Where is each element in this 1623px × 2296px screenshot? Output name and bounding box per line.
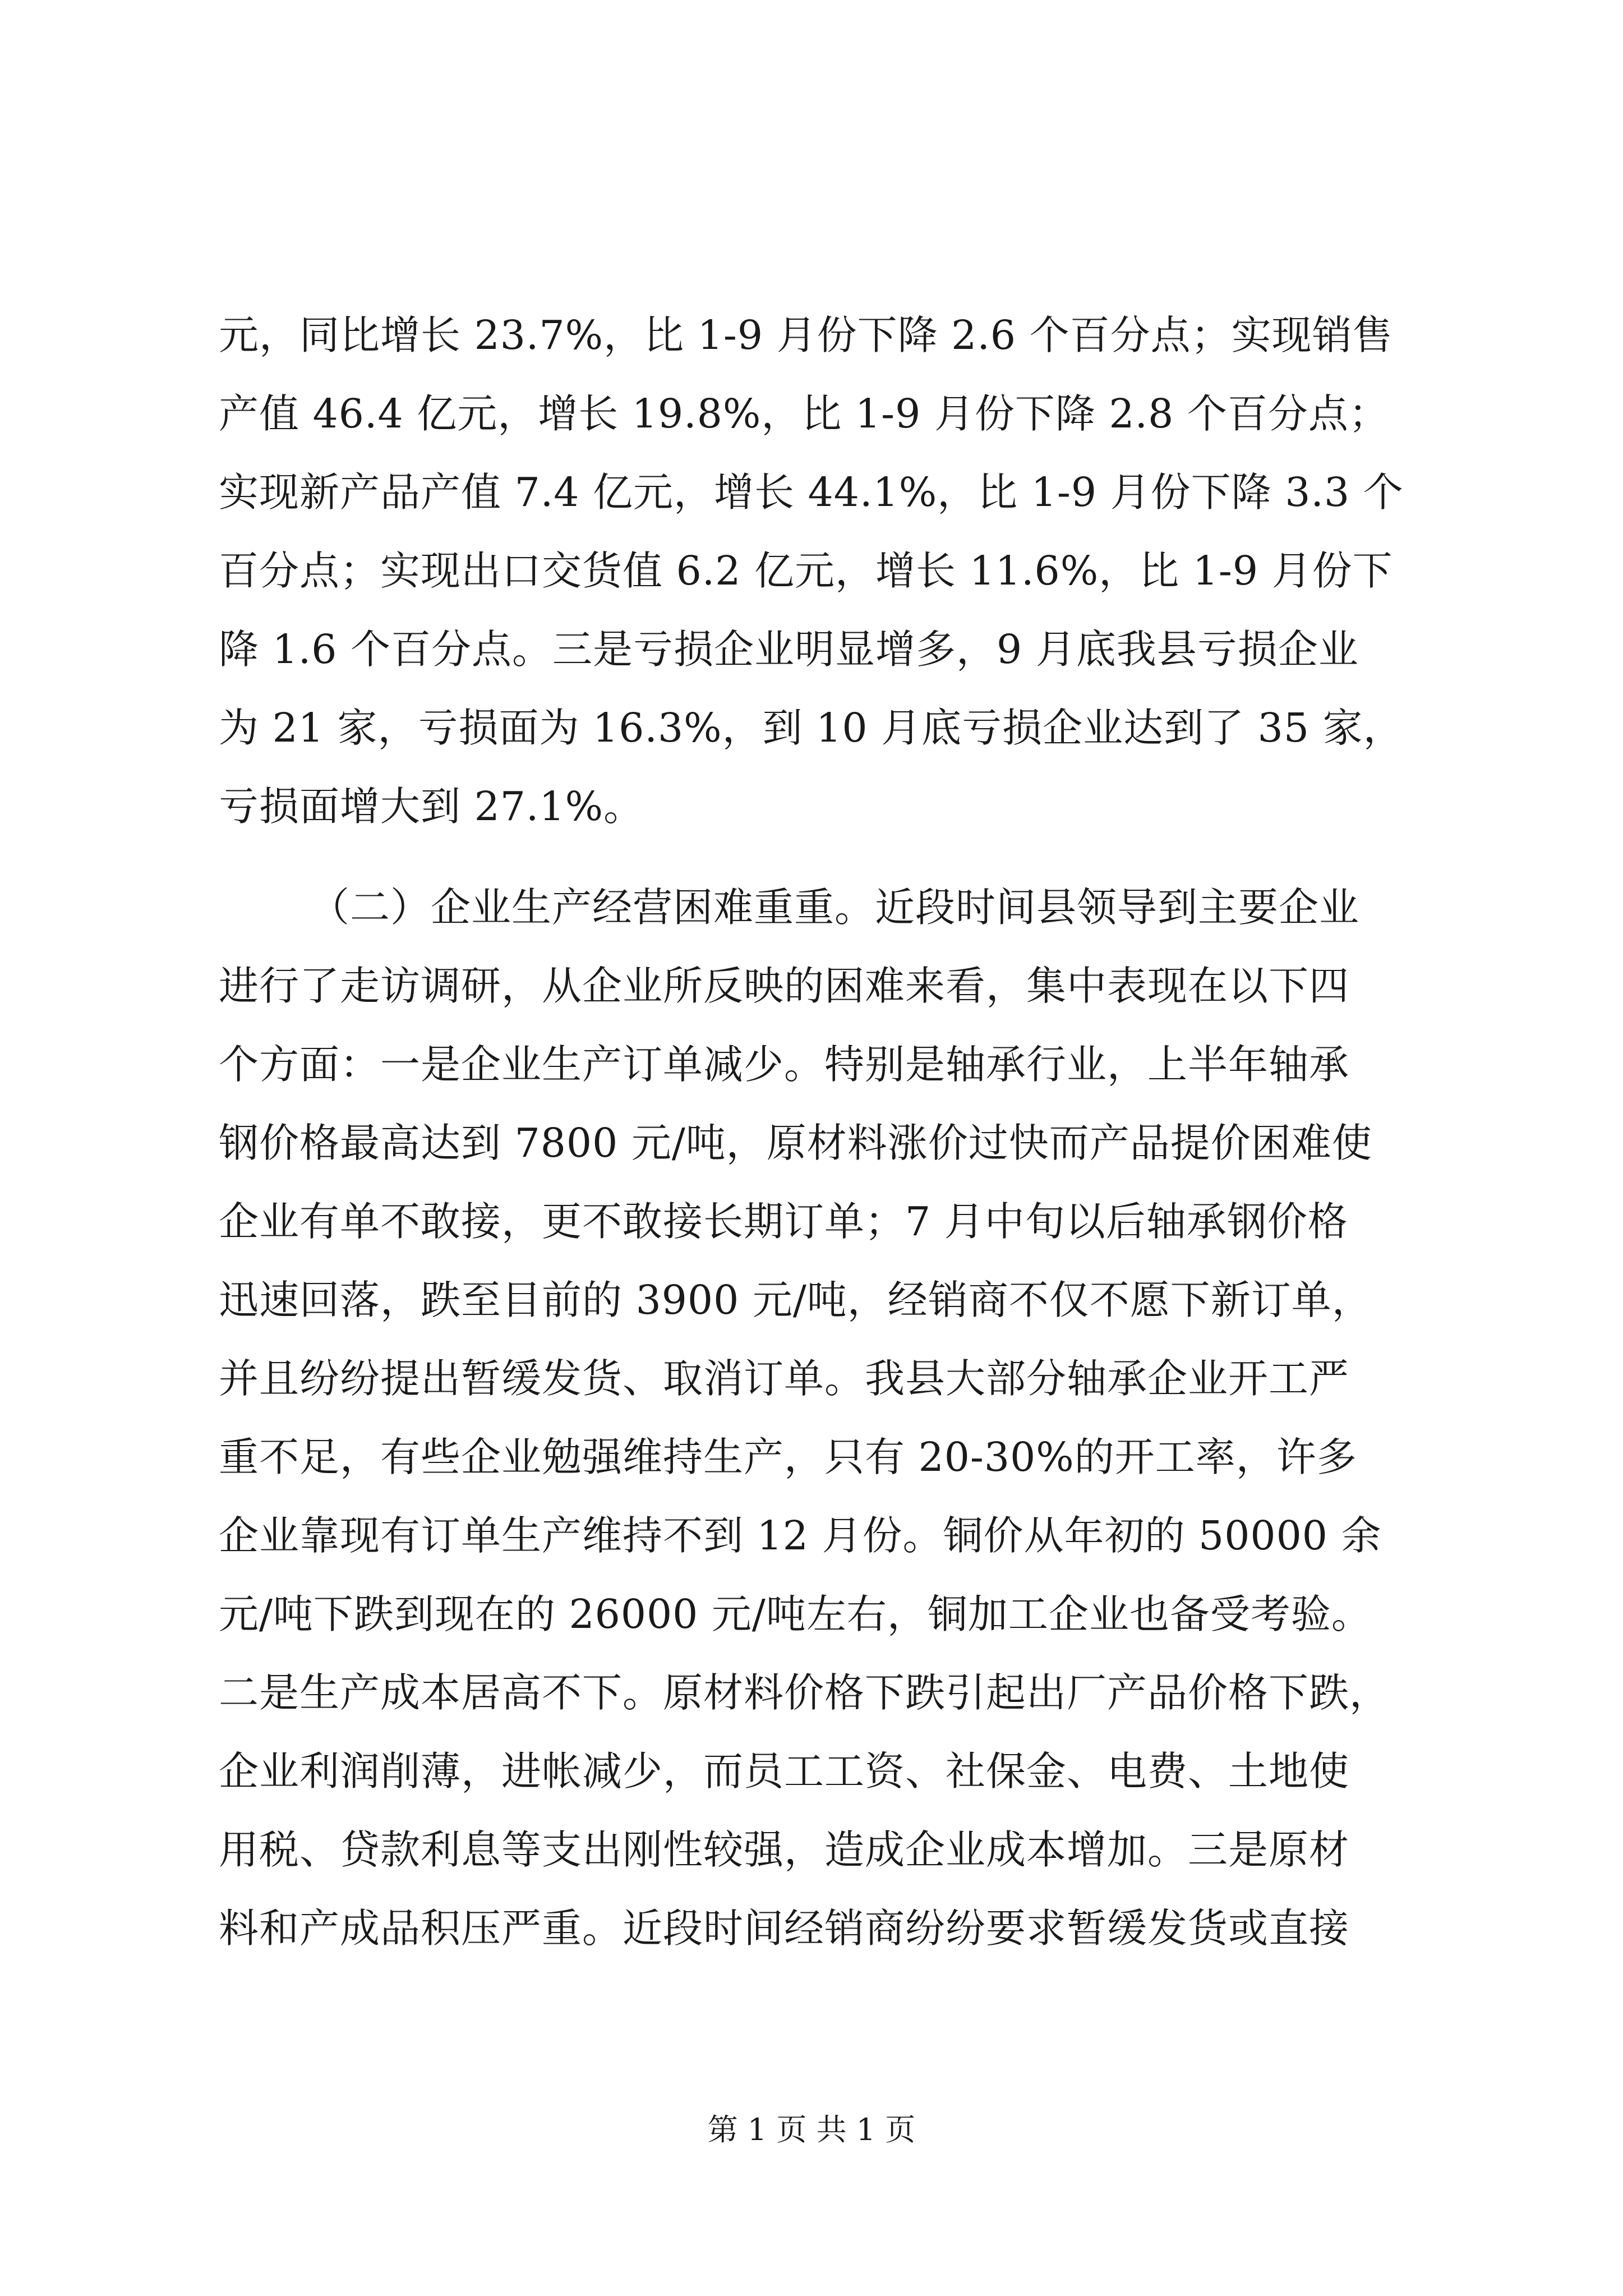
text-line-11: 钢价格最高达到 7800 元/吨，原材料涨价过快而产品提价困难使 (219, 1120, 1372, 1166)
text-line-16: 企业靠现有订单生产维持不到 12 月份。铜价从年初的 50000 余 (219, 1512, 1382, 1559)
text-line-3: 实现新产品产值 7.4 亿元，增长 44.1%，比 1-9 月份下降 3.3 个 (219, 469, 1404, 516)
text-line-19: 企业利润削薄，进帐减少，而员工工资、社保金、电费、土地使 (219, 1748, 1350, 1795)
page-footer: 第 1 页 共 1 页 (707, 2112, 916, 2147)
text-line-2: 产值 46.4 亿元，增长 19.8%，比 1-9 月份下降 2.8 个百分点； (219, 390, 1389, 437)
text-line-10: 个方面：一是企业生产订单减少。特别是轴承行业，上半年轴承 (219, 1041, 1350, 1088)
text-line-17: 元/吨下跌到现在的 26000 元/吨左右，铜加工企业也备受考验。 (219, 1591, 1372, 1637)
text-line-1: 元，同比增长 23.7%，比 1-9 月份下降 2.6 个百分点；实现销售 (219, 312, 1393, 358)
text-line-20: 用税、贷款利息等支出刚性较强，造成企业成本增加。三是原材 (219, 1826, 1350, 1873)
text-line-6: 为 21 家，亏损面为 16.3%，到 10 月底亏损企业达到了 35 家， (219, 705, 1404, 751)
text-line-5: 降 1.6 个百分点。三是亏损企业明显增多，9 月底我县亏损企业 (219, 626, 1359, 673)
paragraph-heading-line: （二）企业生产经营困难重重。近段时间县领导到主要企业 (310, 884, 1360, 931)
text-line-21: 料和产成品积压严重。近段时间经销商纷纷要求暂缓发货或直接 (219, 1905, 1350, 1952)
text-line-14: 并且纷纷提出暂缓发货、取消订单。我县大部分轴承企业开工严 (219, 1355, 1350, 1402)
text-line-18: 二是生产成本居高不下。原材料价格下跌引起出厂产品价格下跌， (219, 1669, 1390, 1716)
text-line-9: 进行了走访调研，从企业所反映的困难来看，集中表现在以下四 (219, 963, 1350, 1009)
text-line-15: 重不足，有些企业勉强维持生产，只有 20-30%的开工率，许多 (219, 1434, 1357, 1480)
text-line-4: 百分点；实现出口交货值 6.2 亿元，增长 11.6%，比 1-9 月份下 (219, 547, 1393, 594)
text-line-7: 亏损面增大到 27.1%。 (219, 783, 644, 830)
text-line-13: 迅速回落，跌至目前的 3900 元/吨，经销商不仅不愿下新订单， (219, 1277, 1372, 1323)
text-line-12: 企业有单不敢接，更不敢接长期订单；7 月中旬以后轴承钢价格 (219, 1198, 1348, 1245)
